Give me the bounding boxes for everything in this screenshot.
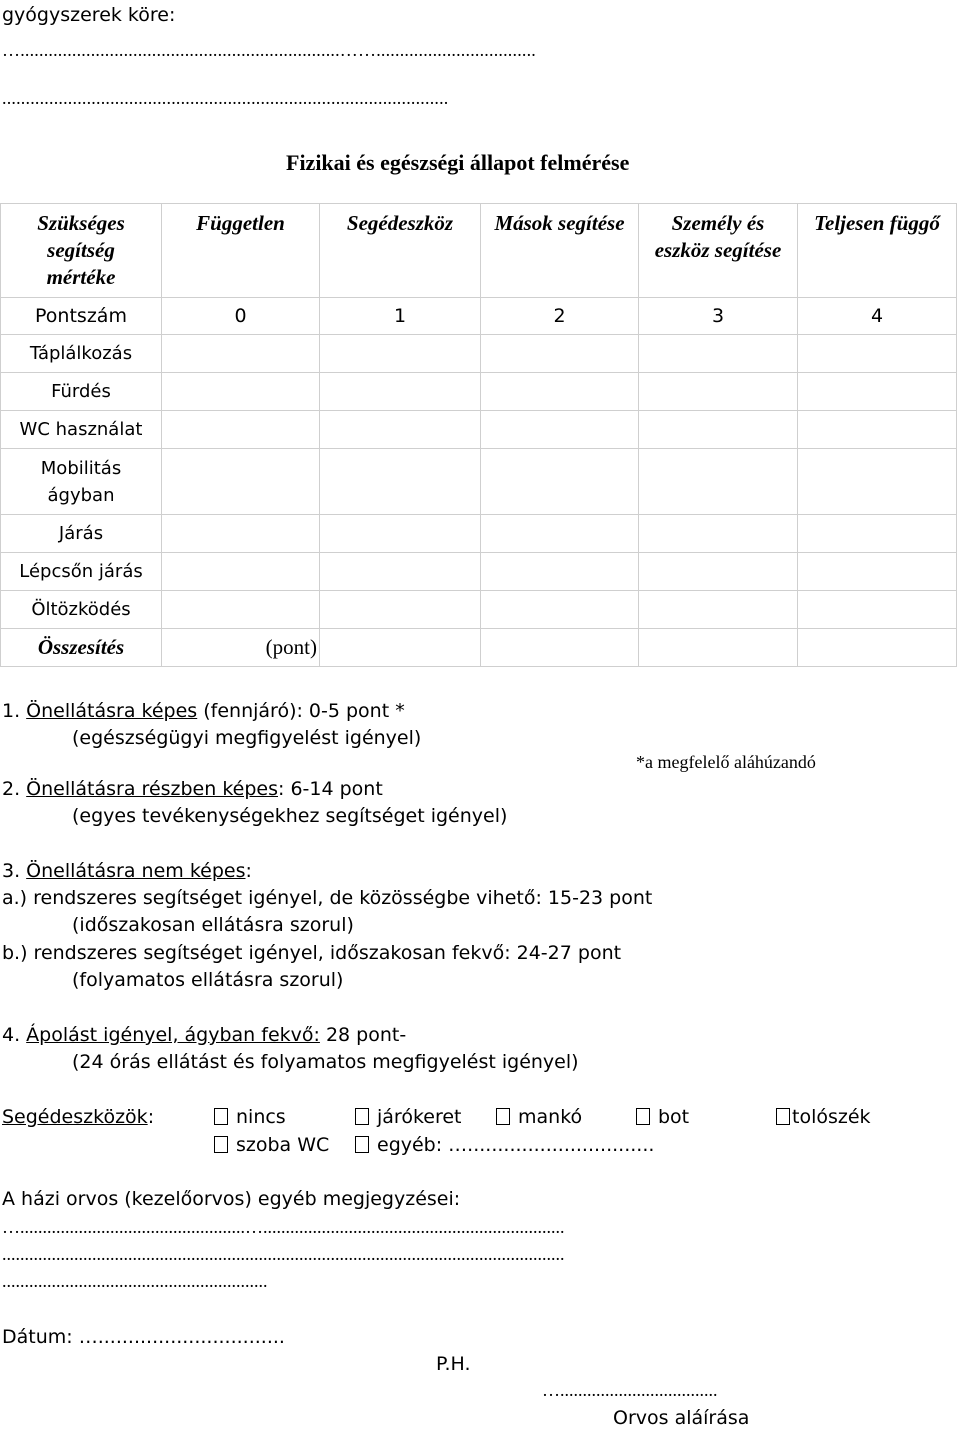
table-cell[interactable] [481, 335, 639, 373]
checkbox-icon [355, 1108, 369, 1125]
checkbox-icon [214, 1136, 228, 1153]
stamp-label: P.H. [436, 1353, 471, 1375]
table-cell[interactable] [639, 335, 798, 373]
score-4: 4 [798, 298, 957, 335]
checkbox-icon [636, 1108, 650, 1125]
table-cell[interactable] [481, 629, 639, 667]
level-1: 1. Önellátásra képes (fennjáró): 0-5 pont * [2, 700, 405, 722]
level-2: 2. Önellátásra részben képes: 6-14 pont [2, 778, 383, 800]
underline-note: *a megfelelő aláhúzandó [636, 752, 816, 772]
table-row [1, 553, 957, 591]
level-1-sub: (egészségügyi megfigyelést igényel) [72, 727, 422, 749]
table-cell[interactable] [162, 449, 320, 515]
score-0: 0 [162, 298, 320, 335]
table-cell[interactable] [320, 449, 481, 515]
table-cell[interactable] [162, 335, 320, 373]
table-row [1, 449, 957, 515]
table-row [1, 591, 957, 629]
level-3a: a.) rendszeres segítséget igényel, de közösségbe vihető: 15-23 pont [2, 887, 653, 909]
table-cell[interactable] [481, 373, 639, 411]
table-cell[interactable] [798, 591, 957, 629]
score-row [1, 298, 957, 335]
table-cell[interactable] [639, 449, 798, 515]
level-3b: b.) rendszeres segítséget igényel, időszakosan fekvő: 24-27 pont [2, 942, 622, 964]
summary-row [1, 629, 957, 667]
table-cell[interactable] [798, 335, 957, 373]
table-cell[interactable] [481, 553, 639, 591]
score-2: 2 [481, 298, 639, 335]
header-independent: Független [162, 204, 320, 298]
checkbox-icon [496, 1108, 510, 1125]
aid-walker-checkbox[interactable]: járókeret [355, 1106, 462, 1128]
table-row [1, 515, 957, 553]
level-3b-sub: (folyamatos ellátásra szorul) [72, 969, 344, 991]
table-cell[interactable] [639, 629, 798, 667]
table-cell[interactable] [798, 629, 957, 667]
checkbox-icon [776, 1108, 790, 1125]
date-field: Dátum: …............................... [2, 1326, 285, 1348]
header-others-help: Mások segítése [481, 204, 639, 298]
section-title: Fizikai és egészségi állapot felmérése [286, 150, 630, 175]
table-header-row [1, 204, 957, 298]
summary-label: Összesítés [1, 629, 162, 667]
doctor-remarks-label: A házi orvos (kezelőorvos) egyéb megjegyzései: [2, 1188, 461, 1210]
level-2-sub: (egyes tevékenységekhez segítséget igényel) [72, 805, 508, 827]
table-cell[interactable] [320, 629, 481, 667]
medications-dots-2: ............................................................................................... [2, 88, 449, 108]
table-row [1, 335, 957, 373]
row-label-stairs: Lépcsőn járás [1, 553, 162, 591]
table-cell[interactable] [320, 411, 481, 449]
row-label-eating: Táplálkozás [1, 335, 162, 373]
checkbox-icon [355, 1136, 369, 1153]
table-cell[interactable] [798, 373, 957, 411]
table-row [1, 411, 957, 449]
row-label-dressing: Öltözködés [1, 591, 162, 629]
row-label-bed-mobility: Mobilitás ágyban [1, 449, 162, 515]
table-cell[interactable] [639, 373, 798, 411]
table-cell[interactable] [481, 449, 639, 515]
aid-wheelchair-checkbox[interactable]: tolószék [776, 1106, 871, 1128]
level-3a-sub: (időszakosan ellátásra szorul) [72, 914, 354, 936]
aid-room-wc-checkbox[interactable]: szoba WC [214, 1134, 329, 1156]
signature-label: Orvos aláírása [613, 1407, 750, 1429]
level-4: 4. Ápolást igényel, ágyban fekvő: 28 pont- [2, 1024, 407, 1046]
table-cell[interactable] [320, 373, 481, 411]
doctor-remarks-dots-1: …..................................................…................................................................... [2, 1217, 565, 1237]
header-person-device-help: Személy és eszköz segítése [639, 204, 798, 298]
header-aid-device: Segédeszköz [320, 204, 481, 298]
table-cell[interactable] [162, 411, 320, 449]
row-label-bathing: Fürdés [1, 373, 162, 411]
table-cell[interactable] [481, 515, 639, 553]
table-cell[interactable] [639, 591, 798, 629]
summary-unit: (pont) [162, 629, 320, 667]
row-label-walking: Járás [1, 515, 162, 553]
aid-cane-checkbox[interactable]: bot [636, 1106, 689, 1128]
table-cell[interactable] [639, 411, 798, 449]
aid-none-checkbox[interactable]: nincs [214, 1106, 286, 1128]
medications-label: gyógyszerek köre: [2, 4, 176, 26]
table-cell[interactable] [481, 591, 639, 629]
table-cell[interactable] [320, 591, 481, 629]
row-label-toilet: WC használat [1, 411, 162, 449]
table-cell[interactable] [639, 515, 798, 553]
table-row [1, 373, 957, 411]
table-cell[interactable] [162, 591, 320, 629]
medications-dots-1: …....................................................................…….................................. [2, 40, 536, 60]
doctor-remarks-dots-2: ............................................................................................................................. [2, 1244, 565, 1264]
table-cell[interactable] [320, 335, 481, 373]
score-label: Pontszám [1, 298, 162, 335]
aids-label: Segédeszközök: [2, 1106, 155, 1128]
signature-dots: …................................... [542, 1380, 718, 1400]
table-cell[interactable] [798, 411, 957, 449]
table-cell[interactable] [798, 515, 957, 553]
table-cell[interactable] [320, 515, 481, 553]
score-3: 3 [639, 298, 798, 335]
doctor-remarks-dots-3: ........................................................... [2, 1271, 268, 1291]
table-cell[interactable] [162, 373, 320, 411]
level-4-sub: (24 órás ellátást és folyamatos megfigyelést igényel) [72, 1051, 579, 1073]
table-cell[interactable] [162, 553, 320, 591]
aid-crutch-checkbox[interactable]: mankó [496, 1106, 582, 1128]
level-3: 3. Önellátásra nem képes: [2, 860, 252, 882]
aid-other-checkbox[interactable]: egyéb: …............................... [355, 1134, 654, 1156]
table-cell[interactable] [320, 553, 481, 591]
assessment-table [0, 203, 957, 667]
header-help-level: Szükséges segítség mértéke [1, 204, 162, 298]
table-cell[interactable] [798, 553, 957, 591]
score-1: 1 [320, 298, 481, 335]
table-cell[interactable] [798, 449, 957, 515]
table-cell[interactable] [481, 411, 639, 449]
table-cell[interactable] [162, 515, 320, 553]
header-fully-dependent: Teljesen függő [798, 204, 957, 298]
table-cell[interactable] [639, 553, 798, 591]
checkbox-icon [214, 1108, 228, 1125]
